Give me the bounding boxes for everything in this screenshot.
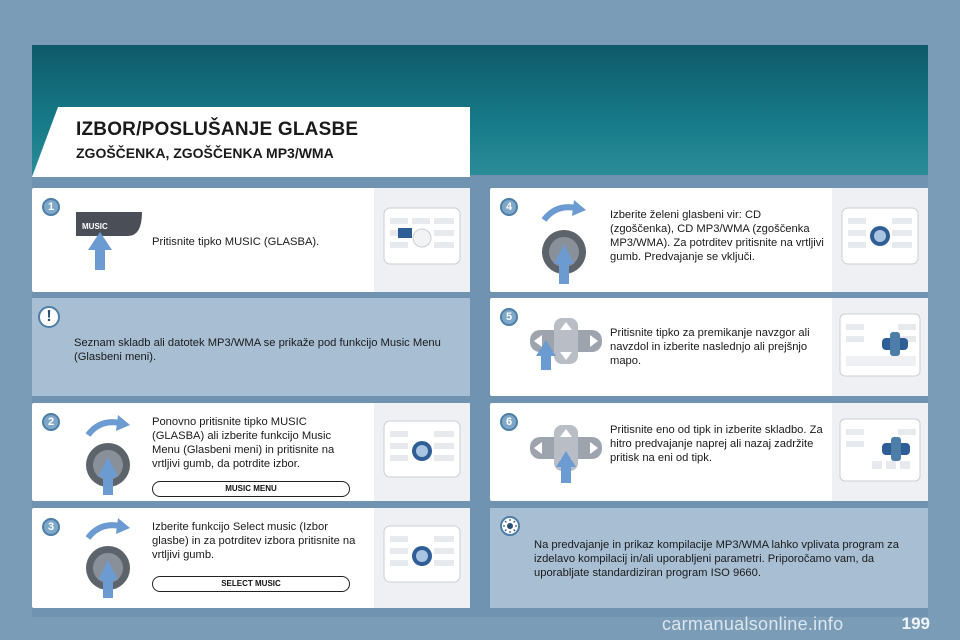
step-card-2 <box>32 403 470 501</box>
select-music-label: SELECT MUSIC <box>152 576 350 592</box>
step-badge: 2 <box>42 413 60 431</box>
directional-pad-icon <box>526 316 610 372</box>
step-card-6 <box>490 403 928 501</box>
step-badge: 5 <box>500 308 518 326</box>
music-button-icon <box>72 212 144 272</box>
step-text: Izberite želeni glasbeni vir: CD (zgoščenka), CD MP3/WMA (zgoščenka MP3/WMA). Za potrditev pritisnite na vrtljivi gumb. Predvajanje se vključi. <box>610 209 824 263</box>
step-badge: 3 <box>42 518 60 536</box>
rotary-knob-icon <box>78 413 138 497</box>
tip-text: Na predvajanje in prikaz kompilacije MP3/WMA lahko vplivata program za izdelavo kompilacij in/ali uporabljeni parametri. Priporočamo vam, da uporabljate standardiziran program ISO 9660. <box>534 539 899 579</box>
exclamation-icon: ! <box>38 306 60 328</box>
step-text: Pritisnite eno od tipk in izberite skladbo. Za hitro predvajanje naprej ali nazaj zadržite pritisk na eni od tipk. <box>610 424 823 464</box>
radio-panel-image <box>832 188 928 292</box>
radio-panel-image <box>832 298 928 396</box>
tip-box <box>490 508 928 608</box>
watermark: carmanualsonline.info <box>662 614 844 634</box>
warning-text: Seznam skladb ali datotek MP3/WMA se prikaže pod funkcijo Music Menu (Glasbeni meni). <box>74 337 441 363</box>
music-menu-label: MUSIC MENU <box>152 481 350 497</box>
step-text: Izberite funkcijo Select music (Izbor glasbe) in za potrditev izbora pritisnite na vrtljivi gumb. <box>152 521 356 561</box>
radio-panel-image <box>832 403 928 501</box>
page-title: IZBOR/POSLUŠANJE GLASBE <box>76 119 359 140</box>
step-text: Pritisnite tipko za premikanje navzgor ali navzdol in izberite naslednjo ali prejšnjo mapo. <box>610 327 810 367</box>
page-subtitle: ZGOŠČENKA, ZGOŠČENKA MP3/WMA <box>76 145 334 161</box>
warning-box <box>32 298 470 396</box>
step-card-5 <box>490 298 928 396</box>
step-card-4 <box>490 188 928 292</box>
rotary-knob-icon <box>534 198 594 286</box>
step-badge: 1 <box>42 198 60 216</box>
step-badge: 6 <box>500 413 518 431</box>
rotary-knob-icon <box>78 516 138 600</box>
music-button-label: MUSIC <box>82 222 108 231</box>
step-text: Ponovno pritisnite tipko MUSIC (GLASBA) ali izberite funkcijo Music Menu (Glasbeni meni) in pritisnite na vrtljivi gumb, da potrdite izbor. <box>152 416 335 470</box>
title-box <box>58 107 470 177</box>
step-card-1 <box>32 188 470 292</box>
step-badge: 4 <box>500 198 518 216</box>
step-text: Pritisnite tipko MUSIC (GLASBA). <box>152 236 320 248</box>
page-number: 199 <box>901 614 930 633</box>
radio-panel-image <box>374 188 470 292</box>
step-card-3 <box>32 508 470 608</box>
radio-panel-image <box>374 508 470 608</box>
radio-panel-image <box>374 403 470 501</box>
lightbulb-icon <box>500 516 520 536</box>
directional-pad-icon <box>526 423 610 485</box>
